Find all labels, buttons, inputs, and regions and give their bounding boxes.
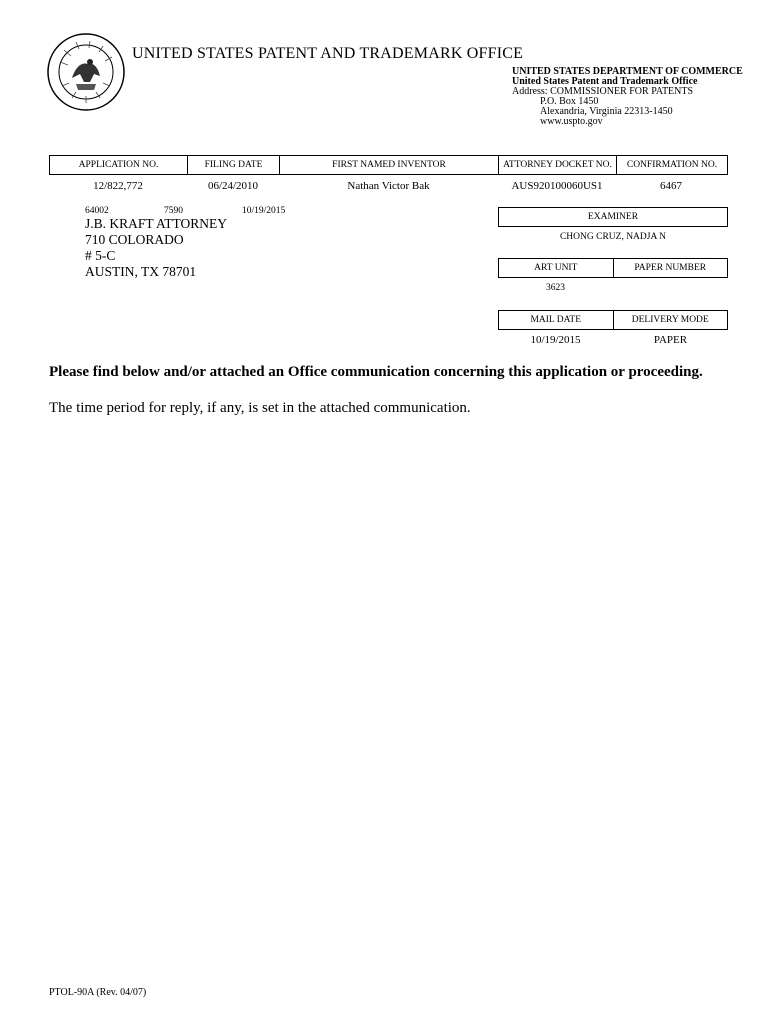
correspondence-code: 7590 <box>164 206 183 216</box>
address-label: Address: <box>512 86 548 97</box>
paper-number-label: PAPER NUMBER <box>613 259 728 277</box>
header-confirmation-no: CONFIRMATION NO. <box>626 160 718 170</box>
art-unit-value: 3623 <box>546 283 565 293</box>
address-line: 710 COLORADO <box>85 232 184 247</box>
delivery-mode-value: PAPER <box>653 334 688 346</box>
filing-date-value: 06/24/2010 <box>207 180 259 192</box>
art-unit-label: ART UNIT <box>534 263 578 273</box>
reply-period-text: The time period for reply, if any, is set in the attached communication. <box>49 400 471 416</box>
address-line: J.B. KRAFT ATTORNEY <box>85 216 228 231</box>
header-filing-date: FILING DATE <box>188 156 280 174</box>
header-first-named-inventor: FIRST NAMED INVENTOR <box>280 156 499 174</box>
mail-date-label: MAIL DATE <box>530 315 582 325</box>
customer-number: 64002 <box>85 206 109 216</box>
office-communication-notice: Please find below and/or attached an Office communication concerning this application or proceeding. <box>49 364 703 380</box>
office-name: United States Patent and Trademark Office <box>512 76 698 87</box>
website-link[interactable]: www.uspto.gov <box>540 116 603 127</box>
examiner-label: EXAMINER <box>587 212 639 222</box>
application-header-table <box>49 155 728 175</box>
header-attorney-docket-no: ATTORNEY DOCKET NO. <box>499 156 617 174</box>
department-address-block <box>512 67 743 127</box>
header-application-no: APPLICATION NO. <box>50 156 188 174</box>
address-name: COMMISSIONER FOR PATENTS <box>550 86 694 97</box>
correspondence-date: 10/19/2015 <box>242 206 286 216</box>
department-name: UNITED STATES DEPARTMENT OF COMMERCE <box>512 66 743 77</box>
city: Alexandria, Virginia 22313-1450 <box>540 106 673 117</box>
application-no-value: 12/822,772 <box>93 180 143 192</box>
correspondence-address <box>85 216 227 280</box>
office-title: UNITED STATES PATENT AND TRADEMARK OFFICE <box>132 45 524 62</box>
attorney-docket-value: AUS920100060US1 <box>511 180 603 192</box>
address-line: AUSTIN, TX 78701 <box>85 264 197 279</box>
address-line: # 5-C <box>85 248 116 263</box>
mail-date-value: 10/19/2015 <box>530 334 581 346</box>
mail-header-box <box>498 310 728 330</box>
form-number-footer: PTOL-90A (Rev. 04/07) <box>49 987 147 998</box>
examiner-header-box <box>498 207 728 227</box>
first-named-inventor-value: Nathan Victor Bak <box>347 180 430 192</box>
delivery-mode-label: DELIVERY MODE <box>613 311 728 329</box>
examiner-name: CHONG CRUZ, NADJA N <box>559 232 667 242</box>
po-box: P.O. Box 1450 <box>540 96 599 107</box>
confirmation-no-value: 6467 <box>660 180 682 192</box>
uspto-seal-icon <box>46 32 126 112</box>
art-unit-header-box <box>498 258 728 278</box>
